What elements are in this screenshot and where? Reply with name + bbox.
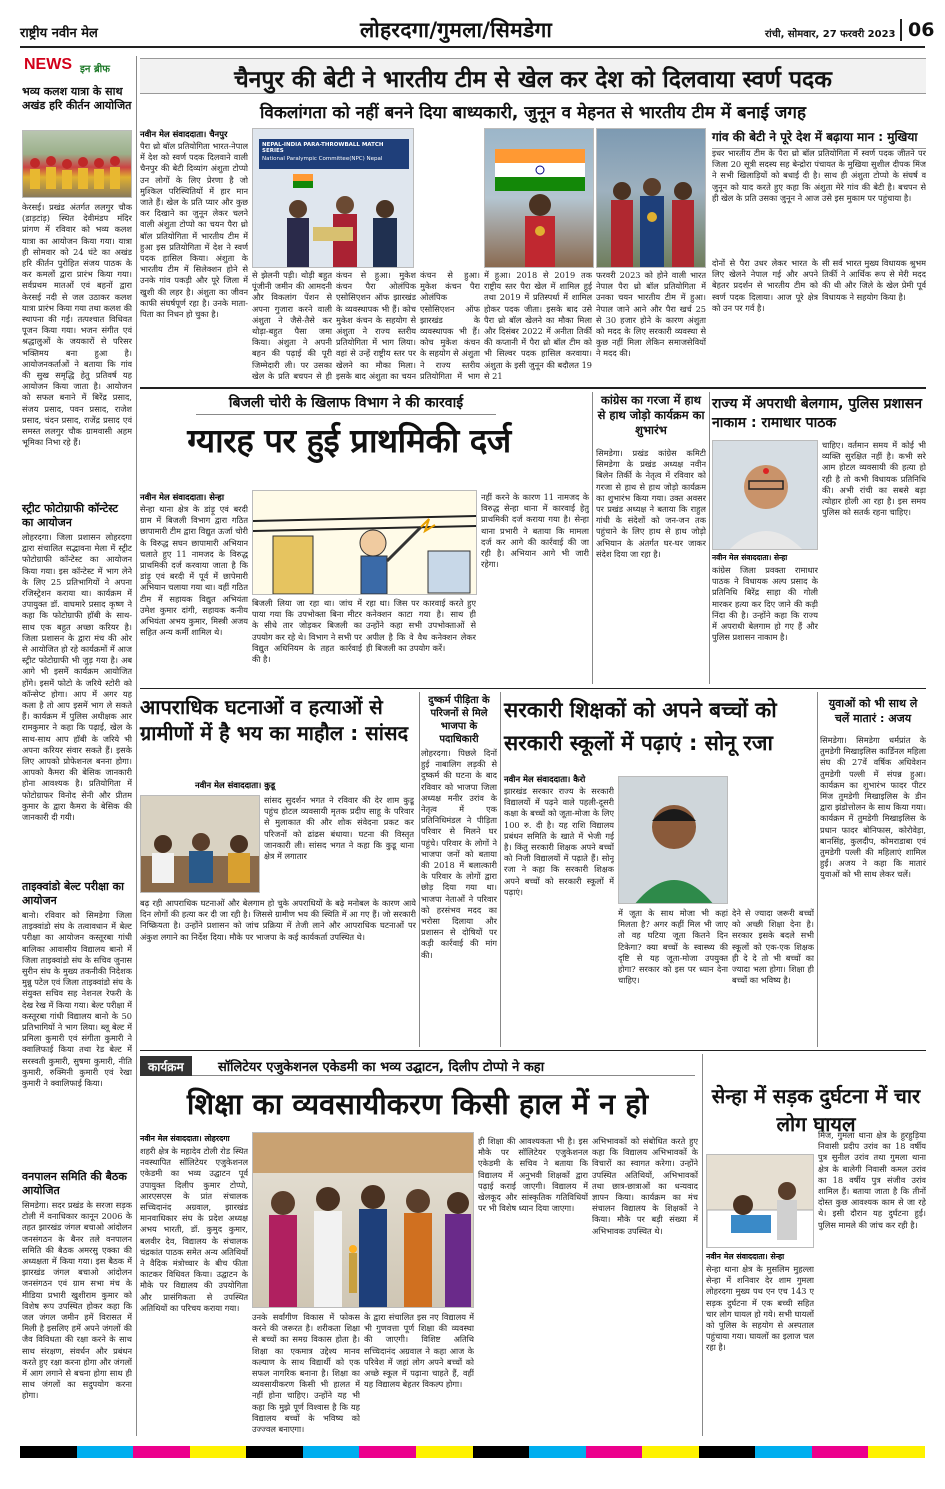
mid-rule-2 xyxy=(140,1050,926,1051)
electric-byline: नवीन मेल संवाददाता। सेन्हा xyxy=(140,492,225,502)
event-banner xyxy=(259,139,409,169)
top-bottom-rule xyxy=(140,387,926,389)
teacher-byline: नवीन मेल संवाददाता। कैरो xyxy=(504,774,586,784)
electric-body-4: नहीं करने के कारण 11 नामजद के विरुद्ध सेन्हा थाना में कारवाई हेतु प्राथमिकी दर्ज कराया गया है। सेन्हा थाना प्रभारी ने बताया कि मामला दर्ज कर आगे की कार्रवाई की जा रही है। अभियान आगे भी जारी रहेगा। xyxy=(481,492,589,570)
page-number: 06 xyxy=(900,19,934,41)
top-body-7: दोनों से पैरा उधर लेकर भारत के लिए खेलने नेपाल गई और अपने बेहतर प्रदर्शन से भारतीय टीम को स्वर्ण पदक दिलाया। आज पूरे क्षेत्र को उन पर गर्व है। xyxy=(712,258,818,313)
academy-photo xyxy=(252,1132,474,1308)
top-body-3b: कंचन से हुआ। मुकेश कंचन पैरा ओलंपिक एसोसिएशन ऑफ झारखंड के व्यवस्थापक भी हैं। कोच मुकेश कंचन के सहयोग से अंशुता ने राज्य स्तरीय प्रतियोगिता में भाग xyxy=(420,270,480,381)
brief1-body: केरसई। प्रखंड अंतर्गत ललगुर चौक (डाड़टांड़) स्थित देवीमंडप मंदिर प्रांगण में रविवार को भव्य कलश यात्रा का आयोजन किया गया। यात्रा ही सोमवार को 24 घंटे का अखंड हरि कीर्तन पुरोहित संजय पाठक के कर कमलों द्वारा प्रारंभ किया गया। सर्वप्रथम मातओं एवं बहनों द्वारा केरसई नदी से जल उठाकर कलश यात्रा प्रारंभ किया गया तथा कलश की स्थापना की गई। तत्पश्चात विधिवत पूजन किया गया। भजन संगीत एवं श्रद्धालुओं के जयकारों से परिसर भक्तिमय बना हुआ है। आयोजनकर्ताओं ने बताया कि गांव की सुख समृद्धि हेतु प्रतिवर्ष यह आयोजन किया जाता है। आयोजन को सफल बनाने में बिरेंद्र प्रसाद, संजय प्रसाद, पवन प्रसाद, राजेश प्रसाद, चंदन प्रसाद, राजेंद्र प्रसाद एवं समस्त ललगुर चौक ग्रामवासी अहम भूमिका निभा रहे हैं। xyxy=(22,202,132,448)
brief4-title: वनपालन समिति की बैठक आयोजित xyxy=(22,1170,127,1197)
academy-headline: शिक्षा का व्यवसायीकरण किसी हाल में न हो xyxy=(186,1087,649,1121)
person-portrait-illustration xyxy=(619,777,728,904)
crime-body-2: चाहिए। वर्तमान समय में कोई भी व्यक्ति सुरक्षित नहीं है। कभी सरे आम होटल व्यवसायी की हत्या हो रही है तो कभी विधायक प्रतिनिधि की। अभी रांची का सबसे बड़ा त्योहार होली आ रहा है। इस समय पुलिस को सतर्क रहना चाहिए। xyxy=(822,440,926,518)
accident-byline: नवीन मेल संवाददाता। सेन्हा xyxy=(706,1252,785,1261)
brief1-photo xyxy=(22,130,132,198)
column-divider xyxy=(702,1054,703,1436)
top-body-1: पैरा थ्रो बॉल प्रतियोगिता भारत-नेपाल में देश को स्वर्ण पदक दिलवाने वाली चैनपुर की बेटी दिव्यांग अंशुता टोप्पो उन लोगों के लिए प्रेरणा है जो मुश्किल परिस्थितियों में हार मान जाते हैं। खेल के प्रति प्यार और कुछ कर दिखाने का जुनून लेकर चलने वाली अंशुता टोप्पो का चयन पैरा थ्रो बॉल प्रतियोगिता में भारतीय टीम में हुआ इस प्रतियोगिता में देश ने स्वर्ण पदक हासिल किया। अंशुता के भारतीय टीम में सिलेक्शन होने से उनके गांव पकड़ी और पूरे जिला में खुशी की लहर है। अंशुता का जीवन काफी संघर्षपूर्ण रहा है। उनके माता-पिता का निधन हो चुका है। xyxy=(140,141,248,320)
column-divider xyxy=(500,692,501,1047)
top-team-photo xyxy=(596,128,706,268)
inauguration-illustration xyxy=(253,1133,474,1308)
section-title: लोहरदगा/गुमला/सिमडेगा xyxy=(360,18,553,42)
column-divider xyxy=(419,692,420,1047)
column-divider xyxy=(136,56,137,1436)
brief3-body: बानो। रविवार को सिमडेगा जिला ताइक्वांडो संघ के तत्वावधान में बेल्ट परीक्षा का आयोजन कस्तूरबा गांधी बालिका आवासीय विद्यालय बानो में जिला ताइक्वांडो संघ के सचिव जुनास सुरीन संघ के मुख्य तकनीकी निदेशक मुन्नु पटेल एवं जिला ताइक्वांडो संघ के संयुक्त सचिव सह नेशनल रेफरी के देख रेख में किया गया। बेल्ट परीक्षा में कस्तूरबा गांधी विद्यालय बानो के 50 प्रतिभागियों ने भाग लिया। ब्लू बेल्ट में प्रमिला कुमारी एवं संगीता कुमारी ने क्वालिफाई किया तथा रेड बेल्ट में सरस्वती कुमारी, सुषमा कुमारी, नीति कुमारी, रुक्मिनी कुमारी एवं रेखा कुमारी ने क्वालिफाई किया। xyxy=(22,910,132,1089)
academy-kicker: सॉलिटेयर एजुकेशनल एकेडमी का भव्य उद्घाटन, दिलीप टोप्पो ने कहा xyxy=(218,1060,545,1075)
banner-subtitle: National Paralympic Committee(NPC) Nepal xyxy=(262,156,383,162)
crime-body-1: कांग्रेस जिला प्रवक्ता रामाधार पाठक ने विधायक अल्प प्रसाद के प्रतिनिधि बिरेंद्र साहा की गोली मारकर हत्या कर दिए जाने की कड़ी निंदा की है। उन्होंने कहा कि राज्य में अपराधी बेलगाम हो गए हैं और पुलिस प्रशासन नाकाम है। xyxy=(712,565,818,643)
electric-body-2: बिजली लिया जा रहा था। जांच में पाया गया कि उपभोक्ता बिना मीटर के सीधे तार जोड़कर बिजली का उपयोग कर रहे थे। विभाग ने सभी पर विद्युत अधिनियम के तहत कार्रवाई की है। xyxy=(252,598,362,665)
police-body: लोहरदगा। पिछले दिनों हुई नाबालिग लड़की से दुष्कर्म की घटना के बाद रविवार को भाजपा जिला अध्यक्ष मनीर उरांव के नेतृत्व में एक प्रतिनिधिमंडल ने पीड़िता परिवार से मिलने घर पहुंचे। परिवार के लोगों ने भाजपा जनों को बताया की 2018 में बलात्कारी के परिवार के लोगों द्वारा छोड़ दिया गया था। भाजपा नेताओं ने परिवार को हरसंभव मदद का भरोसा दिलाया और प्रशासन से दोषियों पर कड़ी कार्रवाई की मांग की। xyxy=(421,748,497,960)
accident-headline: सेन्हा में सड़क दुर्घटना में चार लोग घायल xyxy=(711,1084,921,1136)
masthead xyxy=(20,16,935,48)
academy-body-3: के द्वारा संचालित इस नए विद्यालय में भी गुणवत्ता पूर्ण शिक्षा की व्यवस्था की जाएगी। विशिष्ट अतिथि सच्चिदानंद अग्रवाल ने कहा आज के परिवेश में जहां लोग अपने बच्चों को अच्छे स्कूल में पढ़ाना चाहते हैं, वहीं यह विद्यालय बेहतर विकल्प होगा। xyxy=(364,1312,474,1390)
electric-cartoon xyxy=(252,490,477,595)
news-brief-header xyxy=(22,56,130,80)
teacher-body-2: में जूता के साथ मोजा भी कहां मिलता है? अगर कहीं मिल भी जाए तो वह घटिया जूता कितने दिन टिकेगा? क्या बच्चों के स्वास्थ्य की दृष्टि से यह जूता-मोजा उपयुक्त होगा? सरकार को इस पर ध्यान देना चाहिए। xyxy=(618,908,728,986)
electric-headline: ग्यारह पर हुई प्राथमिकी दर्ज xyxy=(187,421,511,460)
assault-byline: नवीन मेल संवाददाता। कुडू xyxy=(195,780,276,790)
top-medal-photo xyxy=(484,128,594,268)
athlete-with-flag-illustration xyxy=(485,129,594,268)
academy-body-5: अभिभावकों को संबोधित करते हुए कहा कि विद्यालय अभिभावकों के विचारों का स्वागत करेगा। उन्होंने उपस्थित अतिथियों, अभिभावकों तथा छात्र-छात्राओं का धन्यवाद ज्ञापन किया। कार्यक्रम का मंच संचालन विद्यालय के शिक्षकों ने किया। मौके पर बड़ी संख्या में अभिभावक उपस्थित थे। xyxy=(592,1136,698,1236)
top-headline-box xyxy=(140,58,926,94)
brief4-body: सिमडेगा। सदर प्रखंड के सरजा सड़क टोली में वनाधिकार कानून 2006 के तहत झारखंड जंगल बचाओ आंदोलन जनसंगठन के बैनर तले वनपालन समिति की बैठक अमरसु एक्का की अध्यक्षता में किया गया। इस बैठक में झारखंड जंगल बचाओ आंदोलन जनसंगठन एवं ग्राम सभा मंच के मीडिया प्रभारी खुशीराम कुमार को विशेष रूप उपस्थित होकर कहा कि जल जंगल जमीन हमें विरासत में मिली है इसलिए हमें अपने जंगलों की जैव विविधता की रक्षा करने के साथ साथ संरक्षण, संवर्धन और प्रबंधन करते हुए रक्षा करना होगा और जंगलों में आग लगाने से बचना होगा साथ ही साथ जंगलों का सदुपयोग करना होगा। xyxy=(22,1200,132,1401)
teacher-portrait xyxy=(618,776,728,904)
top-body-4: में हुआ। 2018 से 2019 तक राष्ट्रीय स्तर पैरा खेल में शामिल हुई तथा 2019 में प्रतिस्पर्धा में शामिल होकर पदक जीता। इसके बाद उसे पैरा थ्रो बॉल खेलने का मौका मिला और दिसंबर 2022 में अनीता तिर्की की कप्तानी में पैरा थ्रो बॉल टीम को भी सिल्वर पदक हासिल करवाया। अंशुता के इसी जुनून की बदौलत 19 से 21 xyxy=(484,270,592,381)
assault-photo xyxy=(140,795,260,893)
top-body-6: इधर भारतीय टीम के पैरा थ्रो बॉल प्रतियोगिता में स्वर्ण पदक जीतने पर जिला 20 सूत्री सदस्य सह बेन्द्रोरा पंचायत के मुखिया सुशील दीपक मिंज ने सभी खिलाड़ियों को बधाई दी है। साथ ही अंशुता टोप्पो के संघर्ष व जुनून को याद करते हुए कहा कि अंशुता मेरे गांव की बेटी है। बचपन से ही खेल के प्रति उसका जुनून ने आज उसे इस मुकाम पर पहुंचाया है। xyxy=(712,148,926,203)
assault-body-2: बढ़ रही आपराधिक घटनाओं और बेलगाम हो चुके अपराधियों के बढ़े मनोबल के कारण आये दिन लोगों की हत्या कर दी जा रही है। जिससे ग्रामीण भय की स्थिति में आ गए हैं। जो सरकारी निष्क्रियता है। उन्होंने प्रशासन को जांच प्रक्रिया में तेजी लाने और आपराधिक घटनाओं पर अंकुश लगाने का निर्देश दिया। मौके पर भाजपा के कई कार्यकर्ता उपस्थित थे। xyxy=(140,898,416,942)
top-byline: नवीन मेल संवाददाता। चैनपुर xyxy=(140,129,228,139)
teacher-headline: सरकारी शिक्षकों को अपने बच्चों को सरकारी स्कूलों में पढ़ाएं : सोनू रजा xyxy=(504,698,777,755)
top-ceremony-photo xyxy=(252,128,414,268)
academy-byline: नवीन मेल संवाददाता। लोहरदगा xyxy=(140,1134,230,1143)
youth-body: सिमडेगा। सिमडेगा धर्मप्रांत के तुमडेगी मिखाइलिस कार्डिनल महिला संघ की 27वें वर्षिक अधिवेशन तुमडेगी पल्ली में संपन्न हुआ। कार्यक्रम का शुभारंभ फादर पीटर मिंज तुमडेगी मिखाइलिस के डीन द्वारा झंडोत्तोलन के साथ किया गया। कार्यक्रम में तुमडेगी मिखाइलिस के प्रधान फादर बोनिफास, कोरोवेड़ा, बानसिंह, कुलदीप, कोमराडाबा एवं तुमडेगी पल्ली की महिलाएं शामिल हुईं। अजय ने कहा कि मातारं युवाओं को भी साथ लेकर चलें। xyxy=(820,735,926,880)
column-divider xyxy=(817,692,818,1047)
hospital-illustration xyxy=(707,1155,814,1248)
brief2-title: स्ट्रीट फोटोग्राफी कॉन्टेस्ट का आयोजन xyxy=(22,502,119,529)
column-divider xyxy=(592,392,593,684)
brief3-title: ताइक्वांडो बेल्ट परीक्षा का आयोजन xyxy=(22,880,124,907)
footer-color-bar xyxy=(20,1446,925,1458)
congress-body: सिमडेगा। प्रखंड कांग्रेस कमिटी सिमडेगा के प्रखंड अध्यक्ष नवीन बिलेन तिर्की के नेतृत्व में रविवार को गरजा से हाथ से हाथ जोड़ो कार्यक्रम का शुभारंभ किया गया। उक्त अवसर पर प्रखंड अध्यक्ष ने बताया कि राहुल गांधी के संदेशों को जन-जन तक पहुंचाने के लिए हाथ से हाथ जोड़ो अभियान के अंतर्गत घर-घर जाकर संदेश दिया जा रहा है। xyxy=(596,448,706,559)
issue-date: रांची, सोमवार, 27 फरवरी 2023 xyxy=(765,29,896,40)
electric-body-3: रहा था। जिस पर कारवाई करते हुए कनेक्शन काटा गया है। साथ ही उन्होंने कहा सभी उपभोक्ताओं से अपील है कि वे वैध कनेक्शन लेकर ही बिजली का उपयोग करें। xyxy=(366,598,476,653)
academy-kicker-tag: कार्यक्रम xyxy=(140,1056,192,1076)
brief2-body: लोहरदगा। जिला प्रशासन लोहरदगा द्वारा संचालित सद्भावना मेला में स्ट्रीट फोटोग्राफी कॉन्टेस्ट का आयोजन किया गया। इस कॉन्टेस्ट में भाग लेने के लिए 25 प्रतिभागियों ने अपना रजिस्ट्रेशन कराया था। कार्यक्रम में उपायुक्त डॉ. वाघमारे प्रसाद कृष्ण ने कहा कि फोटोग्राफी हॉबी के साथ-साथ एक बहुत अच्छा करियर है। जिला प्रशासन के द्वारा मंच की ओर से आयोजित हो रहे कार्यक्रमों में आज स्ट्रीट फोटोग्राफी भी जुड़ गया है। अब आगे भी इसमें कार्यक्रम आयोजित होंगे। इसमें फोटो के जरिये स्टोरी को कॉन्सेप्ट होगा। आप में अगर यह कला है तो आप इसमें भाग ले सकते हैं। कार्यक्रम में पुलिस अधीक्षक आर रामकुमार ने कहा कि पढ़ाई, खेल के साथ-साथ आप हॉबी के जरिये भी अपना करियर संवार सकते हैं। इसके लिए आपको प्रोफेशनल बनना होगा। आपको कैमरा की बेसिक जानकारी होना आवश्यक है। प्रतियोगिता में फोटोग्राफर विनोद सेनी और प्रीतम कुमार के द्वारा कैमरा के बेसिक की जानकारी दी गयी। xyxy=(22,532,132,823)
person-portrait-illustration xyxy=(713,441,818,550)
electric-kicker: बिजली चोरी के खिलाफ विभाग ने की कारवाई xyxy=(196,393,496,415)
electricity-theft-cartoon xyxy=(253,491,477,595)
top-headline: चैनपुर की बेटी ने भारतीय टीम से खेल कर देश को दिलवाया स्वर्ण पदक xyxy=(234,67,832,93)
news-label: NEWS xyxy=(24,56,72,73)
teacher-body-3: देने से ज्यादा जरूरी बच्चों को अच्छी शिक्षा देना है। सरकार इसके बदले सभी स्कूलों को एक-एक शिक्षक ही दे दे तो भी बच्चों का ज्यादा भला होगा। शिक्षा ही बच्चों का भविष्य है। xyxy=(732,908,814,986)
top-body-3: कंचन से हुआ। मुकेश कंचन पैरा ओलंपिक एसोसिएशन ऑफ झारखंड के व्यवस्थापक भी हैं। कोच मुकेश कंचन के सहयोग से अंशुता ने राज्य स्तरीय प्रतियोगिता में भाग लिया। वहां से उन्हें राष्ट्रीय स्तर पर खेलने का मौका मिला। इसके बाद अंशुता का चयन xyxy=(336,270,416,381)
electric-body-1: सेन्हा थाना क्षेत्र के डांड़ू एवं बरदी ग्राम में बिजली विभाग द्वारा गठित छापामारी टीम द्वारा विद्युत ऊर्जा चोरी के विरुद्ध सघन छापामारी अभियान चलाते हुए 11 नामजद के विरुद्ध प्राथमिकी दर्ज करवाया जाता है कि डांड़ू एवं बरदी में पूर्व में छापेमारी अभियान चलाया गया था। वहीं गठित टीम में सहायक विद्युत अभियंता उमेश कुमार दांगी, सहायक कनीय अभियंता अभय कुमार, मिस्त्री अजय सहित अन्य कर्मी शामिल थे। xyxy=(140,504,248,638)
procession-illustration xyxy=(23,131,132,198)
assault-headline: आपराधिक घटनाओं व हत्याओं से ग्रामीणों में है भय का माहौल : सांसद xyxy=(140,695,409,745)
accident-photo xyxy=(706,1154,814,1248)
teacher-body-1: झारखंड सरकार राज्य के सरकारी विद्यालयों में पढ़ने वाले पहली-दूसरी कक्षा के बच्चों को जूता-मोजा के लिए 100 रु. दी है। यह राशि विद्यालय प्रबंधन समिति के खाते में भेजी गई है। किंतु सरकारी शिक्षक अपने बच्चों को निजी विद्यालयों में पढ़ाते हैं। सोनू रजा ने कहा कि सरकारी शिक्षक अपने बच्चों को सरकारी स्कूलों में पढ़ाएं। xyxy=(504,786,614,897)
paper-logo: राष्ट्रीय नवीन मेल xyxy=(20,26,98,41)
mid-rule xyxy=(140,688,926,689)
top-subhead: विकलांगता को नहीं बनने दिया बाध्यकारी, जुनून व मेहनत से भारतीय टीम में बनाई जगह xyxy=(259,103,806,123)
top-body-8: सी सर्व भारत मुख्य विधायक श्रुभम तिर्की ने आर्थिक रूप से मेरी मदद की थी और जिले के खेल प्रेमी पूर्व विधायक ने सहयोग किया है। xyxy=(822,258,926,302)
congress-headline: कांग्रेस का गरजा में हाथ से हाथ जोड़ो कार्यक्रम का शुभारंभ xyxy=(597,393,705,437)
brief-label: इन ब्रीफ xyxy=(80,64,110,75)
accident-body-2: मिंज, गुमला थाना क्षेत्र के हुरहुड़िया निवासी प्रदीप उरांव का 18 वर्षीय पुत्र सुनील उरांव तथा गुमला थाना क्षेत्र के बालेगी निवासी कमल उरांव का 18 वर्षीय पुत्र संजीव उरांव शामिल हैं। बताया जाता है कि तीनों दोस्त कुछ आवश्यक काम से जा रहे थे। इसी दौरान यह दुर्घटना हुई। पुलिस मामले की जांच कर रही है। xyxy=(818,1130,926,1230)
brief1-title: भव्य कलश यात्रा के साथ अखंड हरि कीर्तन आयोजित xyxy=(22,85,132,112)
accident-body-1: सेन्हा थाना क्षेत्र के मुसलिम मुहल्ला सेन्हा में शनिवार देर शाम गुमला लोहरदगा मुख्य पथ एन एच 143 ए सड़क दुर्घटना में एक बच्ची सहित चार लोग घायल हो गये। सभी घायलों को पुलिस के सहयोग से अस्पताल पहुंचाया गया। घायलों का इलाज चल रहा है। xyxy=(706,1264,814,1353)
police-headline: दुष्कर्म पीड़िता के परिजनों से मिले भाजपा के पदाधिकारी xyxy=(428,695,490,745)
top-body-2: से झेलनी पड़ी। थोड़ी बहुत पूंजीनी जमीन की आमदनी और विकलांग पेंशन से अपना गुजारा करने वाली अंशुता ने जैसे-तैसे कर थोड़ा-बहुत पैसा जमा किया। अंशुता ने अपनी बहन की पढ़ाई की पूरी जिम्मेदारी ली। पर उसका खेल के प्रति बचपन से ही xyxy=(252,270,332,381)
crime-byline: नवीन मेल संवाददाता। सेन्हा xyxy=(712,553,788,562)
meeting-illustration xyxy=(141,796,260,893)
academy-body-2: उनके सर्वांगीण विकास में फोकस करने की जरूरत है। शरीकता शिक्षा से बच्चों का समग्र विकास होता है। शिक्षा का एकमात्र उद्देश्य मानव कल्याण के साथ विद्यार्थी को एक सफल नागरिक बनाना है। शिक्षा का व्यवसायीकरण किसी भी हालत में नहीं होना चाहिए। उन्होंने यह भी कहा कि मुझे पूर्ण विश्वास है कि यह विद्यालय बच्चों के भविष्य को उज्ज्वल बनाएगा। xyxy=(252,1312,360,1435)
top-side-headline: गांव की बेटी ने पूरे देश में बढ़ाया मान : मुखिया xyxy=(712,128,926,149)
crime-headline: राज्य में अपराधी बेलगाम, पुलिस प्रशासन नाकाम : रामाधार पाठक xyxy=(712,396,923,431)
youth-headline: युवाओं को भी साथ ले चलें मातारं : अजय xyxy=(828,697,918,725)
academy-body-4: ही शिक्षा की आवश्यकता भी है। इस मौके पर सॉलिटेयर एजुकेशनल एकेडमी के सचिव ने बताया कि विद्यालय में अनुभवी शिक्षकों द्वारा पढ़ाई कराई जाएगी। विद्यालय में खेलकूद और सांस्कृतिक गतिविधियों पर भी विशेष ध्यान दिया जाएगा। xyxy=(478,1136,588,1214)
crime-portrait xyxy=(712,440,818,550)
team-medal-illustration xyxy=(597,129,706,268)
academy-body-1: शहरी क्षेत्र के महादेव टोली रोड स्थित नवस्थापित सॉलिटेयर एजुकेशनल एकेडमी का भव्य उद्घाटन पूर्व उपायुक्त दिलीप कुमार टोप्पो, आरएसएस के प्रांत संचालक सच्चिदानंद अग्रवाल, झारखंड मानवाधिकार संघ के प्रदेश अध्यक्ष अभय भारती, डॉ. कुमुद कुमार, बलवीर देव, विद्यालय के संचालक चंद्रकांत पाठक समेत अन्य अतिथियों ने वैदिक मंत्रोच्चार के बीच फीता काटकर विधिवत किया। उद्घाटन के मौके पर विद्यालय की उपयोगिता और प्रासंगिकता से उपस्थित अतिथियों का परिचय कराया गया। xyxy=(140,1146,248,1313)
top-body-5: फरवरी 2023 को होने वाली भारत नेपाल पैरा थ्रो बॉल प्रतियोगिता में उनका चयन भारतीय टीम में हुआ। नेपाल जाने आने और पैरा खर्च 25 से 30 हजार होने के कारण अंशुता को मदद के लिए सरकारी व्यवस्था से कुछ नहीं मिला लेकिन समाजसेवियों ने मदद की। xyxy=(596,270,706,359)
column-divider xyxy=(709,392,710,684)
banner-title: NEPAL-INDIA PARA-THROWBALL MATCH SERIES xyxy=(262,142,384,154)
assault-body-1: सांसद सुदर्शन भगत ने रविवार की देर शाम कुडू पहुंच होटल व्यवसायी मृतक प्रदीप साहू के परिवार से मुलाकात की और शोक संवेदना प्रकट कर परिजनों को ढांढस बंधाया। घटना की विस्तृत जानकारी ली। सांसद भगत ने कहा कि कुडू थाना क्षेत्र में लगातार xyxy=(264,795,414,862)
academy-kicker-bar xyxy=(140,1056,695,1076)
